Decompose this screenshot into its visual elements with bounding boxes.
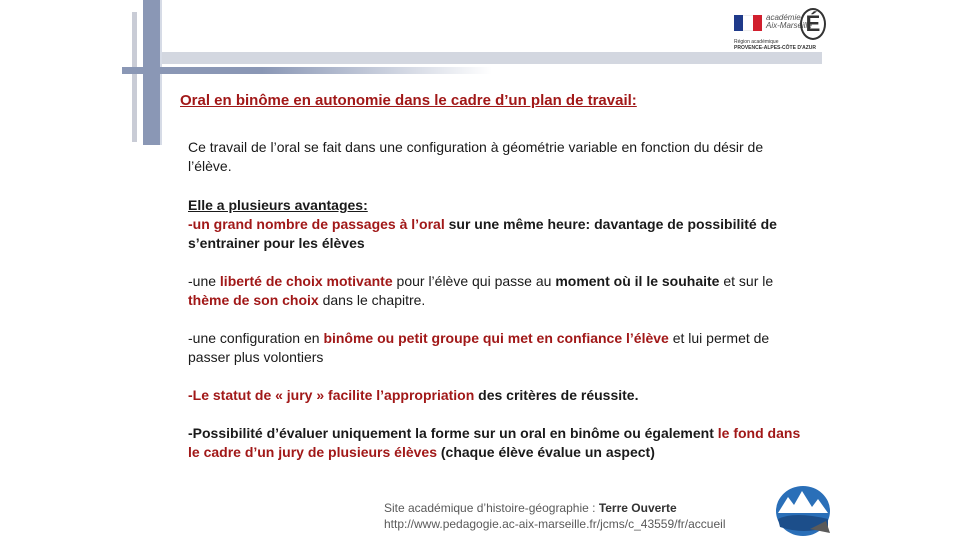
advantage-2-highlight-2: thème de son choix bbox=[188, 292, 319, 308]
advantage-3-highlight: binôme ou petit groupe qui met en confiance l’élève bbox=[323, 330, 669, 346]
footer-site-name: Terre Ouverte bbox=[598, 501, 677, 515]
frame-bar-horizontal-dark bbox=[122, 67, 262, 74]
slide-content bbox=[188, 138, 808, 462]
advantages-heading: Elle a plusieurs avantages: bbox=[188, 197, 368, 213]
footer-site-label: Site académique d’histoire-géographie : bbox=[384, 501, 599, 515]
logo-region-line2: PROVENCE-ALPES-CÔTE D'AZUR bbox=[734, 45, 817, 51]
intro-paragraph: Ce travail de l’oral se fait dans une configuration à géométrie variable en fonction du désir de l’élève. bbox=[188, 139, 764, 174]
footer bbox=[384, 500, 725, 532]
footer-line-1 bbox=[384, 500, 725, 516]
advantage-item-5 bbox=[188, 424, 808, 462]
advantage-item-1 bbox=[188, 215, 808, 253]
academie-emblem-icon: É bbox=[800, 8, 826, 40]
advantage-5-text-end: (chaque élève évalue un aspect) bbox=[437, 444, 655, 460]
advantage-1-text: sur une même heure: davantage de possibilité de s’entrainer pour les élèves bbox=[188, 216, 777, 251]
advantage-5-highlight: le fond dans le cadre d’un jury de plusieurs élèves bbox=[188, 425, 801, 460]
terre-ouverte-logo-icon bbox=[774, 483, 832, 538]
footer-url[interactable]: http://www.pedagogie.ac-aix-marseille.fr/jcms/c_43559/fr/accueil bbox=[384, 517, 726, 531]
advantage-2-part-g: dans le chapitre. bbox=[318, 292, 426, 308]
logo-brand-line1: académie bbox=[766, 13, 801, 22]
frame-bar-horizontal-fade bbox=[262, 67, 492, 74]
advantage-2-highlight: liberté de choix motivante bbox=[219, 273, 393, 289]
logo-region-line1: Région académique bbox=[734, 39, 779, 45]
advantage-item-4 bbox=[188, 386, 808, 405]
advantage-2-part-c: pour l’élève qui passe au bbox=[392, 273, 556, 289]
frame-bar-horizontal-light bbox=[162, 52, 822, 64]
academie-logo bbox=[730, 6, 832, 54]
advantage-4-text: des critères de réussite. bbox=[474, 387, 639, 403]
advantage-3-part-a: -une configuration en bbox=[188, 330, 324, 346]
advantage-item-3 bbox=[188, 329, 808, 367]
slide-title: Oral en binôme en autonomie dans le cadre d’un plan de travail: bbox=[180, 92, 637, 109]
advantage-3-part-c: et lui permet de passer plus volontiers bbox=[188, 330, 770, 365]
advantage-5-text: -Possibilité d’évaluer uniquement la forme sur un oral en binôme ou également bbox=[188, 425, 718, 441]
logo-brand-line2: Aix-Marseille bbox=[766, 21, 812, 30]
frame-bar-vertical-light bbox=[132, 12, 137, 142]
advantage-2-bold: moment où il le souhaite bbox=[555, 273, 720, 289]
french-flag-icon bbox=[734, 15, 762, 31]
advantage-2-part-e: et sur le bbox=[719, 273, 774, 289]
advantage-4-highlight: -Le statut de « jury » facilite l’appropriation bbox=[188, 387, 475, 403]
advantage-item-2 bbox=[188, 272, 808, 310]
advantage-2-part-a: -une bbox=[188, 273, 220, 289]
logo-region bbox=[734, 39, 834, 51]
advantage-1-highlight: -un grand nombre de passages à l’oral bbox=[188, 216, 445, 232]
